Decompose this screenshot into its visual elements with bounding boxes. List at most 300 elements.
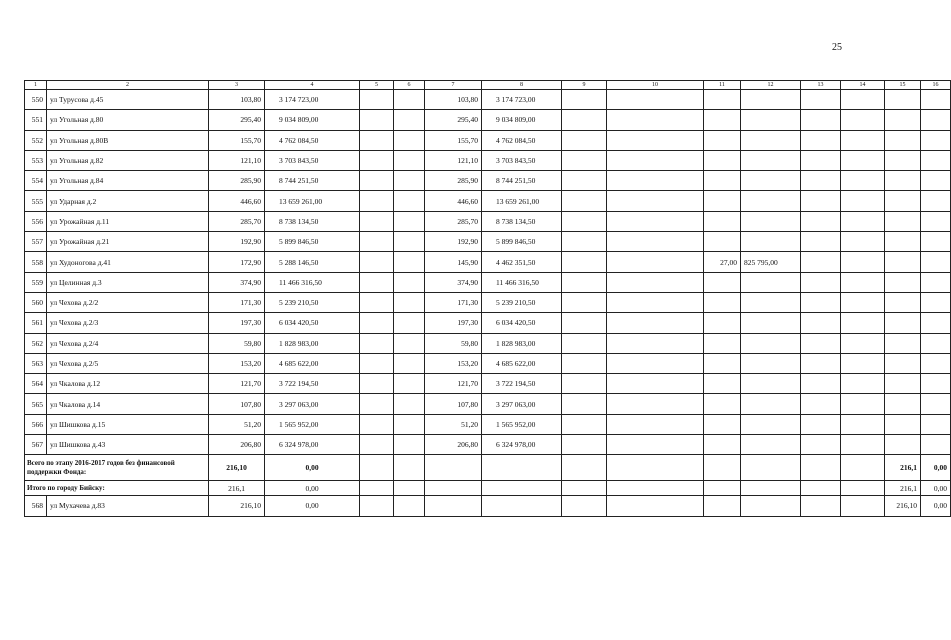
- cost-cell: [741, 394, 801, 414]
- table-row: [25, 150, 951, 170]
- address-cell: ул Чехова д.2/4: [47, 333, 209, 353]
- empty-cell: [607, 191, 704, 211]
- cost-cell: 5 288 146,50: [265, 252, 360, 272]
- row-number-cell: 553: [25, 150, 47, 170]
- area-cell: [704, 171, 741, 191]
- empty-cell: [360, 394, 394, 414]
- empty-cell: [562, 130, 607, 150]
- address-cell: ул Угольная д.82: [47, 150, 209, 170]
- empty-cell: [562, 435, 607, 455]
- empty-cell: [841, 374, 885, 394]
- empty-cell: [360, 353, 394, 373]
- empty-cell: [741, 496, 801, 516]
- empty-cell: [360, 435, 394, 455]
- empty-cell: [562, 110, 607, 130]
- row-number-cell: 555: [25, 191, 47, 211]
- empty-cell: [607, 211, 704, 231]
- total-area-cell: 216,1: [209, 481, 265, 496]
- empty-cell: [394, 374, 425, 394]
- area-cell: 121,10: [209, 150, 265, 170]
- empty-cell: [921, 272, 951, 292]
- cost-cell: [741, 313, 801, 333]
- empty-cell: [607, 394, 704, 414]
- cost-cell: [741, 150, 801, 170]
- empty-cell: [801, 455, 841, 481]
- empty-cell: [607, 150, 704, 170]
- cost-cell: 8 738 134,50: [265, 211, 360, 231]
- cost-cell: 4 762 084,50: [265, 130, 360, 150]
- empty-cell: [562, 496, 607, 516]
- total-cost-cell: 0,00: [921, 481, 951, 496]
- column-number-cell: 10: [607, 81, 704, 90]
- empty-cell: [841, 90, 885, 110]
- empty-cell: [841, 313, 885, 333]
- empty-cell: [841, 171, 885, 191]
- empty-cell: [394, 110, 425, 130]
- empty-cell: [360, 211, 394, 231]
- cost-cell: 6 034 420,50: [265, 313, 360, 333]
- empty-cell: [921, 435, 951, 455]
- empty-cell: [921, 353, 951, 373]
- column-number-cell: 5: [360, 81, 394, 90]
- empty-cell: [607, 130, 704, 150]
- empty-cell: [482, 481, 562, 496]
- empty-cell: [921, 211, 951, 231]
- empty-cell: [562, 374, 607, 394]
- empty-cell: [741, 481, 801, 496]
- area-cell: 153,20: [425, 353, 482, 373]
- empty-cell: [921, 171, 951, 191]
- cost-cell: 3 174 723,00: [265, 90, 360, 110]
- column-number-cell: 16: [921, 81, 951, 90]
- cost-cell: 8 738 134,50: [482, 211, 562, 231]
- empty-cell: [885, 232, 921, 252]
- empty-cell: [801, 333, 841, 353]
- empty-cell: [394, 414, 425, 434]
- empty-cell: [562, 90, 607, 110]
- area-cell: [704, 435, 741, 455]
- empty-cell: [562, 211, 607, 231]
- empty-cell: [607, 90, 704, 110]
- table-row: [25, 110, 951, 130]
- cost-cell: [741, 130, 801, 150]
- empty-cell: [841, 211, 885, 231]
- area-cell: 155,70: [209, 130, 265, 150]
- empty-cell: [394, 313, 425, 333]
- empty-cell: [921, 292, 951, 312]
- empty-cell: [801, 211, 841, 231]
- empty-cell: [885, 394, 921, 414]
- cost-cell: [741, 211, 801, 231]
- empty-cell: [841, 150, 885, 170]
- empty-cell: [801, 496, 841, 516]
- table-row: [25, 496, 951, 516]
- empty-cell: [394, 191, 425, 211]
- empty-cell: [394, 211, 425, 231]
- area-cell: 285,90: [209, 171, 265, 191]
- empty-cell: [801, 435, 841, 455]
- empty-cell: [607, 333, 704, 353]
- area-cell: 197,30: [209, 313, 265, 333]
- table-row: [25, 252, 951, 272]
- empty-cell: [921, 90, 951, 110]
- cost-cell: 1 565 952,00: [265, 414, 360, 434]
- empty-cell: [841, 414, 885, 434]
- empty-cell: [607, 455, 704, 481]
- cost-cell: 5 239 210,50: [265, 292, 360, 312]
- empty-cell: [607, 496, 704, 516]
- empty-cell: [562, 272, 607, 292]
- address-cell: ул Чехова д.2/2: [47, 292, 209, 312]
- area-cell: [704, 130, 741, 150]
- empty-cell: [801, 191, 841, 211]
- empty-cell: [841, 232, 885, 252]
- area-cell: 446,60: [209, 191, 265, 211]
- empty-cell: [607, 481, 704, 496]
- row-number-cell: 560: [25, 292, 47, 312]
- empty-cell: [360, 171, 394, 191]
- cost-cell: 3 297 063,00: [482, 394, 562, 414]
- column-number-cell: 15: [885, 81, 921, 90]
- page-number: 25: [832, 42, 842, 53]
- column-number-cell: 8: [482, 81, 562, 90]
- table-row: [25, 171, 951, 191]
- empty-cell: [360, 292, 394, 312]
- empty-cell: [394, 481, 425, 496]
- area-cell: [704, 394, 741, 414]
- empty-cell: [885, 130, 921, 150]
- empty-cell: [562, 455, 607, 481]
- empty-cell: [921, 232, 951, 252]
- area-cell: [704, 272, 741, 292]
- area-cell: [704, 353, 741, 373]
- empty-cell: [801, 353, 841, 373]
- empty-cell: [394, 90, 425, 110]
- area-cell: 216,10: [209, 496, 265, 516]
- empty-cell: [801, 150, 841, 170]
- area-cell: [704, 150, 741, 170]
- empty-cell: [562, 394, 607, 414]
- table-row: [25, 435, 951, 455]
- area-cell: [704, 414, 741, 434]
- table-row: [25, 191, 951, 211]
- cost-cell: 4 685 622,00: [265, 353, 360, 373]
- row-number-cell: 564: [25, 374, 47, 394]
- empty-cell: [841, 252, 885, 272]
- empty-cell: [562, 191, 607, 211]
- empty-cell: [607, 171, 704, 191]
- cost-cell: 5 239 210,50: [482, 292, 562, 312]
- cost-cell: [741, 292, 801, 312]
- empty-cell: [425, 496, 482, 516]
- address-cell: ул Чкалова д.12: [47, 374, 209, 394]
- column-number-cell: 6: [394, 81, 425, 90]
- empty-cell: [801, 130, 841, 150]
- empty-cell: [360, 496, 394, 516]
- empty-cell: [425, 481, 482, 496]
- area-cell: 206,80: [425, 435, 482, 455]
- total-cost-cell: 0,00: [921, 455, 951, 481]
- area-cell: 295,40: [425, 110, 482, 130]
- area-cell: [704, 333, 741, 353]
- empty-cell: [801, 272, 841, 292]
- cost-cell: [741, 374, 801, 394]
- column-number-row: [25, 81, 951, 90]
- total-cost-cell: 0,00: [265, 455, 360, 481]
- table-row: [25, 130, 951, 150]
- area-cell: 27,00: [704, 252, 741, 272]
- cost-cell: [741, 110, 801, 130]
- row-number-cell: 563: [25, 353, 47, 373]
- stage-total-row: [25, 455, 951, 481]
- address-cell: ул Чехова д.2/3: [47, 313, 209, 333]
- empty-cell: [801, 232, 841, 252]
- column-number-cell: 1: [25, 81, 47, 90]
- area-cell: 206,80: [209, 435, 265, 455]
- empty-cell: [482, 496, 562, 516]
- cost-cell: [741, 232, 801, 252]
- empty-cell: [360, 414, 394, 434]
- area-cell: 153,20: [209, 353, 265, 373]
- empty-cell: [360, 130, 394, 150]
- area-cell: [704, 292, 741, 312]
- empty-cell: [885, 313, 921, 333]
- row-number-cell: 568: [25, 496, 47, 516]
- empty-cell: [741, 455, 801, 481]
- empty-cell: [394, 435, 425, 455]
- area-cell: [704, 191, 741, 211]
- empty-cell: [801, 313, 841, 333]
- area-cell: 51,20: [425, 414, 482, 434]
- empty-cell: [885, 292, 921, 312]
- cost-cell: [741, 353, 801, 373]
- empty-cell: [885, 110, 921, 130]
- column-number-cell: 14: [841, 81, 885, 90]
- empty-cell: [562, 292, 607, 312]
- cost-cell: 13 659 261,00: [482, 191, 562, 211]
- cost-cell: 5 899 846,50: [482, 232, 562, 252]
- area-cell: 121,70: [425, 374, 482, 394]
- cost-cell: 6 324 978,00: [265, 435, 360, 455]
- cost-cell: 1 828 983,00: [482, 333, 562, 353]
- area-cell: 171,30: [425, 292, 482, 312]
- row-number-cell: 561: [25, 313, 47, 333]
- empty-cell: [425, 455, 482, 481]
- area-cell: 374,90: [209, 272, 265, 292]
- table-row: [25, 333, 951, 353]
- row-number-cell: 556: [25, 211, 47, 231]
- empty-cell: [801, 414, 841, 434]
- empty-cell: [704, 455, 741, 481]
- cost-cell: 825 795,00: [741, 252, 801, 272]
- cost-cell: [741, 333, 801, 353]
- area-cell: 197,30: [425, 313, 482, 333]
- empty-cell: [562, 313, 607, 333]
- address-cell: ул Мухачева д.83: [47, 496, 209, 516]
- area-cell: 172,90: [209, 252, 265, 272]
- column-number-cell: 11: [704, 81, 741, 90]
- address-cell: ул Шишкова д.15: [47, 414, 209, 434]
- empty-cell: [607, 110, 704, 130]
- empty-cell: [360, 90, 394, 110]
- empty-cell: [360, 481, 394, 496]
- address-cell: ул Худоногова д.41: [47, 252, 209, 272]
- cost-cell: 11 466 316,50: [482, 272, 562, 292]
- empty-cell: [607, 435, 704, 455]
- empty-cell: [562, 353, 607, 373]
- area-cell: 192,90: [425, 232, 482, 252]
- cost-cell: 13 659 261,00: [265, 191, 360, 211]
- cost-cell: 0,00: [265, 496, 360, 516]
- empty-cell: [841, 333, 885, 353]
- row-number-cell: 550: [25, 90, 47, 110]
- empty-cell: [841, 292, 885, 312]
- area-cell: 59,80: [425, 333, 482, 353]
- cost-cell: 11 466 316,50: [265, 272, 360, 292]
- table-row: [25, 90, 951, 110]
- empty-cell: [607, 292, 704, 312]
- empty-cell: [921, 313, 951, 333]
- area-cell: 103,80: [425, 90, 482, 110]
- address-cell: ул Угольная д.84: [47, 171, 209, 191]
- table-body: [25, 81, 951, 517]
- cost-cell: 4 685 622,00: [482, 353, 562, 373]
- area-cell: 285,70: [209, 211, 265, 231]
- area-cell: 374,90: [425, 272, 482, 292]
- table-row: [25, 313, 951, 333]
- cost-cell: [741, 272, 801, 292]
- row-number-cell: 557: [25, 232, 47, 252]
- row-number-cell: 552: [25, 130, 47, 150]
- cost-cell: [741, 90, 801, 110]
- area-cell: [704, 90, 741, 110]
- table-row: [25, 292, 951, 312]
- area-cell: 192,90: [209, 232, 265, 252]
- empty-cell: [921, 191, 951, 211]
- table-row: [25, 232, 951, 252]
- empty-cell: [607, 313, 704, 333]
- empty-cell: [360, 374, 394, 394]
- city-total-row: [25, 481, 951, 496]
- empty-cell: [394, 394, 425, 414]
- empty-cell: [562, 481, 607, 496]
- empty-cell: [360, 252, 394, 272]
- row-number-cell: 566: [25, 414, 47, 434]
- empty-cell: [921, 333, 951, 353]
- cost-cell: [741, 435, 801, 455]
- empty-cell: [562, 150, 607, 170]
- empty-cell: [801, 252, 841, 272]
- column-number-cell: 9: [562, 81, 607, 90]
- area-cell: 171,30: [209, 292, 265, 312]
- empty-cell: [841, 191, 885, 211]
- empty-cell: [394, 232, 425, 252]
- empty-cell: [394, 252, 425, 272]
- total-cost-cell: 0,00: [265, 481, 360, 496]
- address-cell: ул Шишкова д.43: [47, 435, 209, 455]
- empty-cell: [885, 252, 921, 272]
- empty-cell: [841, 481, 885, 496]
- empty-cell: [801, 394, 841, 414]
- address-cell: ул Турусова д.45: [47, 90, 209, 110]
- empty-cell: [360, 191, 394, 211]
- empty-cell: [394, 496, 425, 516]
- table-row: [25, 414, 951, 434]
- empty-cell: [885, 171, 921, 191]
- empty-cell: [801, 292, 841, 312]
- empty-cell: [394, 353, 425, 373]
- cost-cell: 3 703 843,50: [482, 150, 562, 170]
- empty-cell: [921, 130, 951, 150]
- empty-cell: [394, 455, 425, 481]
- empty-cell: [704, 496, 741, 516]
- empty-cell: [841, 394, 885, 414]
- empty-cell: [394, 333, 425, 353]
- empty-cell: [801, 481, 841, 496]
- row-number-cell: 565: [25, 394, 47, 414]
- cost-cell: 8 744 251,50: [482, 171, 562, 191]
- empty-cell: [607, 353, 704, 373]
- table-row: [25, 394, 951, 414]
- city-total-label: Итого по городу Бийску:: [25, 481, 209, 496]
- column-number-cell: 7: [425, 81, 482, 90]
- empty-cell: [841, 110, 885, 130]
- empty-cell: [360, 110, 394, 130]
- address-cell: ул Урожайная д.21: [47, 232, 209, 252]
- area-cell: 446,60: [425, 191, 482, 211]
- empty-cell: [394, 272, 425, 292]
- cost-cell: 5 899 846,50: [265, 232, 360, 252]
- empty-cell: [885, 191, 921, 211]
- cost-cell: 3 722 194,50: [265, 374, 360, 394]
- empty-cell: [921, 150, 951, 170]
- empty-cell: [841, 130, 885, 150]
- empty-cell: [704, 481, 741, 496]
- empty-cell: [885, 333, 921, 353]
- row-number-cell: 558: [25, 252, 47, 272]
- address-cell: ул Угольная д.80: [47, 110, 209, 130]
- empty-cell: [841, 353, 885, 373]
- area-cell: [704, 374, 741, 394]
- cost-cell: 8 744 251,50: [265, 171, 360, 191]
- empty-cell: [885, 211, 921, 231]
- empty-cell: [607, 252, 704, 272]
- area-cell: 121,10: [425, 150, 482, 170]
- empty-cell: [885, 353, 921, 373]
- area-cell: 155,70: [425, 130, 482, 150]
- address-cell: ул Ударная д.2: [47, 191, 209, 211]
- table-row: [25, 374, 951, 394]
- address-cell: ул Целинная д.3: [47, 272, 209, 292]
- area-cell: 285,70: [425, 211, 482, 231]
- total-area-cell: 216,1: [885, 455, 921, 481]
- empty-cell: [841, 496, 885, 516]
- stage-total-label: Всего по этапу 2016-2017 годов без финансовой поддержки Фонда:: [25, 455, 209, 481]
- address-cell: ул Чкалова д.14: [47, 394, 209, 414]
- empty-cell: [841, 272, 885, 292]
- total-area-cell: 216,10: [209, 455, 265, 481]
- address-cell: ул Чехова д.2/5: [47, 353, 209, 373]
- row-number-cell: 559: [25, 272, 47, 292]
- empty-cell: [921, 414, 951, 434]
- empty-cell: [360, 272, 394, 292]
- empty-cell: [482, 455, 562, 481]
- empty-cell: [562, 333, 607, 353]
- area-cell: 103,80: [209, 90, 265, 110]
- empty-cell: [607, 374, 704, 394]
- row-number-cell: 562: [25, 333, 47, 353]
- area-cell: 107,80: [425, 394, 482, 414]
